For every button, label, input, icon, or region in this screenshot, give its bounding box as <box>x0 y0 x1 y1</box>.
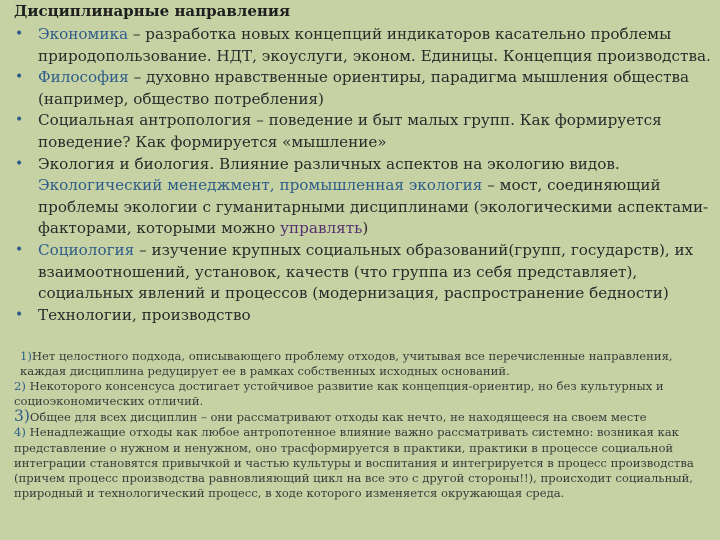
note-3-text: Общее для всех дисциплин – они рассматривают отходы как нечто, не находящееся на своем месте <box>29 410 647 425</box>
technology-text: Технологии, производство <box>38 305 251 324</box>
note-2-text: Некоторого консенсуса достигает устойчивое развитие как концепция-ориентир, но без культурных и социоэкономических отличий. <box>14 379 664 409</box>
list-item-sociology <box>14 240 714 305</box>
term-economics: Экономика <box>38 25 129 43</box>
ecology-text-after: ) <box>362 219 369 238</box>
slide-title: Дисциплинарные направления <box>14 2 291 20</box>
ecology-text-middle: – мост, соединяющий проблемы экологии с гуманитарными дисциплинами (экологическими аспектами- факторами, которыми можно <box>38 176 709 238</box>
sociology-text: – изучение крупных социальных образований(групп, государств), их взаимоотношений, установок, качеств (что группа из себя представляет), социальных явлений и процессов (модернизация, распространение бедности) <box>38 240 694 303</box>
note-3 <box>14 409 714 425</box>
note-4-text: Ненадлежащие отходы как любое антропотенное влияние важно рассматривать системно: возникая как представление о нужном и ненужном, оно трасформируется в практики, практики в процессе социальной интеграции становятся привычкой и частью культуры и воспитания и интегрируется в процесс производства (причем процесс производства равновлияющий цикл на все это с другой стороны!!), происходит социальный, природный и технологический процесс, в ходе которого изменяется окружающая среда. <box>14 425 694 500</box>
list-item-philosophy <box>14 67 714 110</box>
note-2 <box>14 379 714 409</box>
note-2-number: 2) <box>14 379 26 394</box>
list-item-social-anthropology <box>14 110 714 153</box>
term-sociology: Социология <box>38 240 135 259</box>
note-4 <box>14 425 714 500</box>
ecology-text-before: Экология и биология. Влияние различных аспектов на экологию видов. <box>38 154 620 173</box>
note-3-number: 3) <box>14 407 30 426</box>
note-1 <box>14 349 714 379</box>
note-1-text: Нет целостного подхода, описывающего проблему отходов, учитывая все перечисленные направления, каждая дисциплина редуцирует ее в рамках собственных исходных оснований. <box>20 349 673 379</box>
notes-block <box>14 349 714 501</box>
topics-list <box>14 24 714 326</box>
term-eco-management: Экологический менеджмент, промышленная экология <box>38 176 483 195</box>
term-philosophy: Философия <box>38 68 129 87</box>
term-manage: управлять <box>280 219 363 238</box>
economics-text: – разработка новых концепций индикаторов касательно проблемы природопользование. НДТ, экоуслуги, эконом. Единицы. Концепция производства. <box>38 25 711 65</box>
list-item-economics <box>14 24 714 67</box>
social-anthropology-text: Социальная антропология – поведение и быт малых групп. Как формируется поведение? Как формируется «мышление» <box>38 111 662 151</box>
list-item-technology <box>14 305 714 327</box>
philosophy-text: – духовно нравственные ориентиры, парадигма мышления общества (например, общество потребления) <box>38 68 690 108</box>
list-item-ecology <box>14 154 714 240</box>
note-1-number: 1) <box>20 349 32 363</box>
note-4-number: 4) <box>14 425 26 440</box>
